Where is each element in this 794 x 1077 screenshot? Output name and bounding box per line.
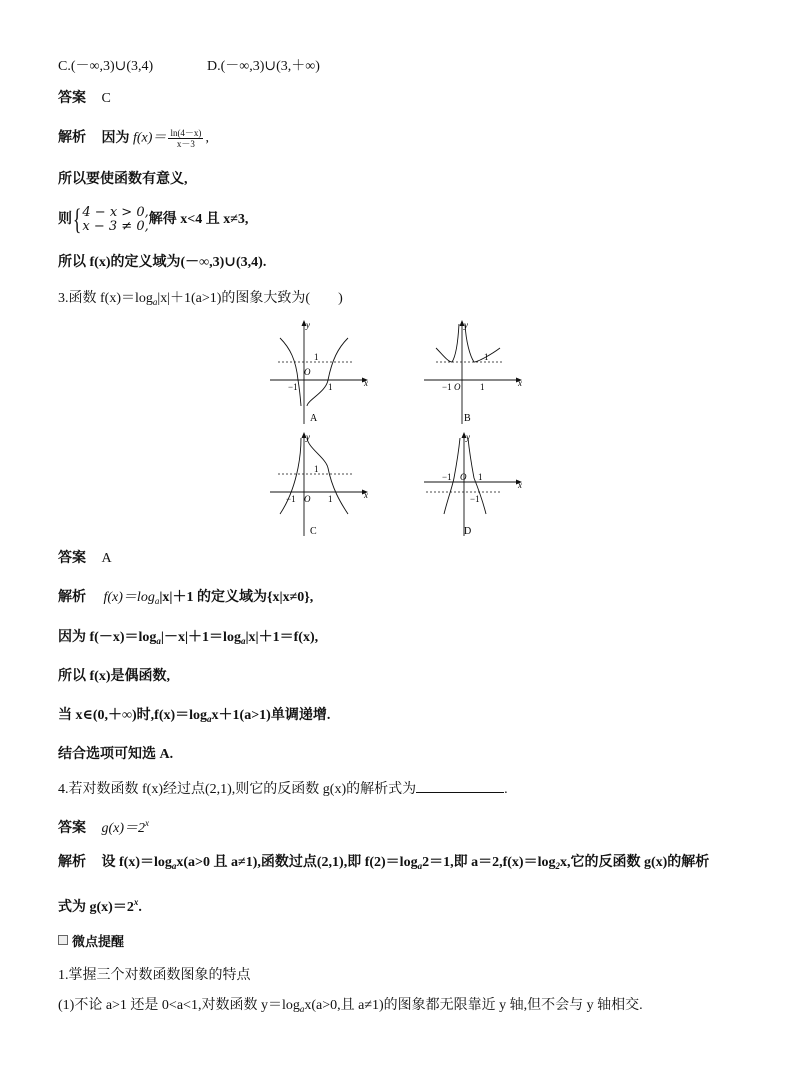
analysis-label: 解析 bbox=[58, 130, 86, 146]
system-line: 则{ 4 − x > 0, x − 3 ≠ 0, 解得 x<4 且 x≠3, bbox=[58, 203, 249, 236]
graph-a bbox=[268, 316, 378, 428]
svg-text:−1: −1 bbox=[442, 472, 452, 482]
analysis-line: 解析 设 $f(x)=\log_ax(a>0$ 且 a≠1),函数过点(2,1),即 $f(2)=\log_a2=1$,即 $a=2,f(x)=\log_2x$,它的反函数 g(x)的解析 bbox=[58, 855, 710, 871]
svg-text:O: O bbox=[460, 472, 467, 482]
svg-text:y: y bbox=[466, 432, 470, 442]
tick-label: −1 bbox=[288, 382, 298, 392]
graph-c bbox=[268, 428, 378, 540]
tick-label: 1 bbox=[328, 382, 333, 392]
fraction: $\frac{\ln(4-x)}{x-3}$ bbox=[170, 128, 202, 149]
svg-text:O: O bbox=[454, 382, 461, 392]
analysis-text: 结合选项可知选 A. bbox=[58, 747, 174, 762]
analysis-text: 所以 f(x)的定义域为(－∞,3)∪(3,4). bbox=[58, 255, 267, 270]
x-axis-label: x bbox=[364, 378, 368, 388]
answer-blank bbox=[416, 780, 504, 793]
option-d: D.(－∞,3)∪(3,＋∞) bbox=[207, 59, 320, 74]
option-label: B bbox=[464, 413, 471, 424]
svg-text:1: 1 bbox=[480, 382, 485, 392]
option-label: C bbox=[310, 526, 317, 537]
question-stem: 3.函数 $f(x)=\log_a|x|+1(a>1)$的图象大致为( ) bbox=[58, 291, 343, 307]
graph-d bbox=[422, 428, 532, 540]
svg-text:y: y bbox=[306, 432, 310, 442]
answer-line: 答案 $g(x)=2^x$ bbox=[58, 818, 150, 836]
tip-title: 微点提醒 bbox=[58, 932, 124, 952]
svg-text:−1: −1 bbox=[442, 382, 452, 392]
answer-label: 答案 bbox=[58, 91, 86, 106]
option-c: C.(－∞,3)∪(3,4) bbox=[58, 59, 154, 74]
analysis-text: 式为 $g(x)=2^x$. bbox=[58, 897, 142, 915]
origin-label: O bbox=[304, 367, 311, 377]
y-axis-label: y bbox=[306, 320, 310, 330]
svg-text:x: x bbox=[518, 378, 522, 388]
square-icon bbox=[58, 935, 68, 945]
answer-value: C bbox=[101, 91, 111, 106]
analysis-text: 因为 $f(-x)=\log_a|-x|+1=\log_a|x|+1=f(x)$, bbox=[58, 630, 319, 646]
svg-text:1: 1 bbox=[484, 352, 489, 362]
svg-text:−1: −1 bbox=[286, 494, 296, 504]
option-label: A bbox=[310, 413, 318, 424]
tick-label: 1 bbox=[314, 352, 319, 362]
analysis-text: 所以 f(x)是偶函数, bbox=[58, 669, 170, 684]
question-stem: 4.若对数函数 f(x)经过点(2,1),则它的反函数 g(x)的解析式为 . bbox=[58, 782, 508, 797]
svg-text:−1: −1 bbox=[470, 494, 480, 504]
tip-text: (1)不论 a>1 还是 0<a<1,对数函数 $y=\log_ax(a>0$,且 a≠1)的图象都无限靠近 y 轴,但不会与 y 轴相交. bbox=[58, 998, 643, 1014]
option-label: D bbox=[464, 526, 472, 537]
analysis-line: 解析 $f(x)=\log_a|x|+1$ 的定义域为{x|x≠0}, bbox=[58, 590, 314, 606]
equation-system: 4 − x > 0, x − 3 ≠ 0, bbox=[82, 205, 149, 234]
svg-text:x: x bbox=[364, 490, 368, 500]
svg-text:1: 1 bbox=[328, 494, 333, 504]
brace: { bbox=[72, 203, 82, 236]
graph-b bbox=[422, 316, 532, 428]
svg-text:x: x bbox=[518, 480, 522, 490]
answer-line bbox=[58, 89, 111, 109]
analysis-text: 所以要使函数有意义, bbox=[58, 172, 188, 187]
svg-text:1: 1 bbox=[314, 464, 319, 474]
analysis-line: 解析 因为 f(x)＝ $\frac{\ln(4-x)}{x-3}$ , bbox=[58, 128, 209, 149]
svg-text:O: O bbox=[304, 494, 311, 504]
tip-text: 1.掌握三个对数函数图象的特点 bbox=[58, 968, 251, 983]
answer-line: 答案 A bbox=[58, 551, 112, 566]
svg-text:y: y bbox=[464, 320, 468, 330]
analysis-text: 当 x∈(0,＋∞)时$,f(x)=\log_ax+1(a>1)$单调递增. bbox=[58, 708, 331, 724]
svg-text:1: 1 bbox=[478, 472, 483, 482]
